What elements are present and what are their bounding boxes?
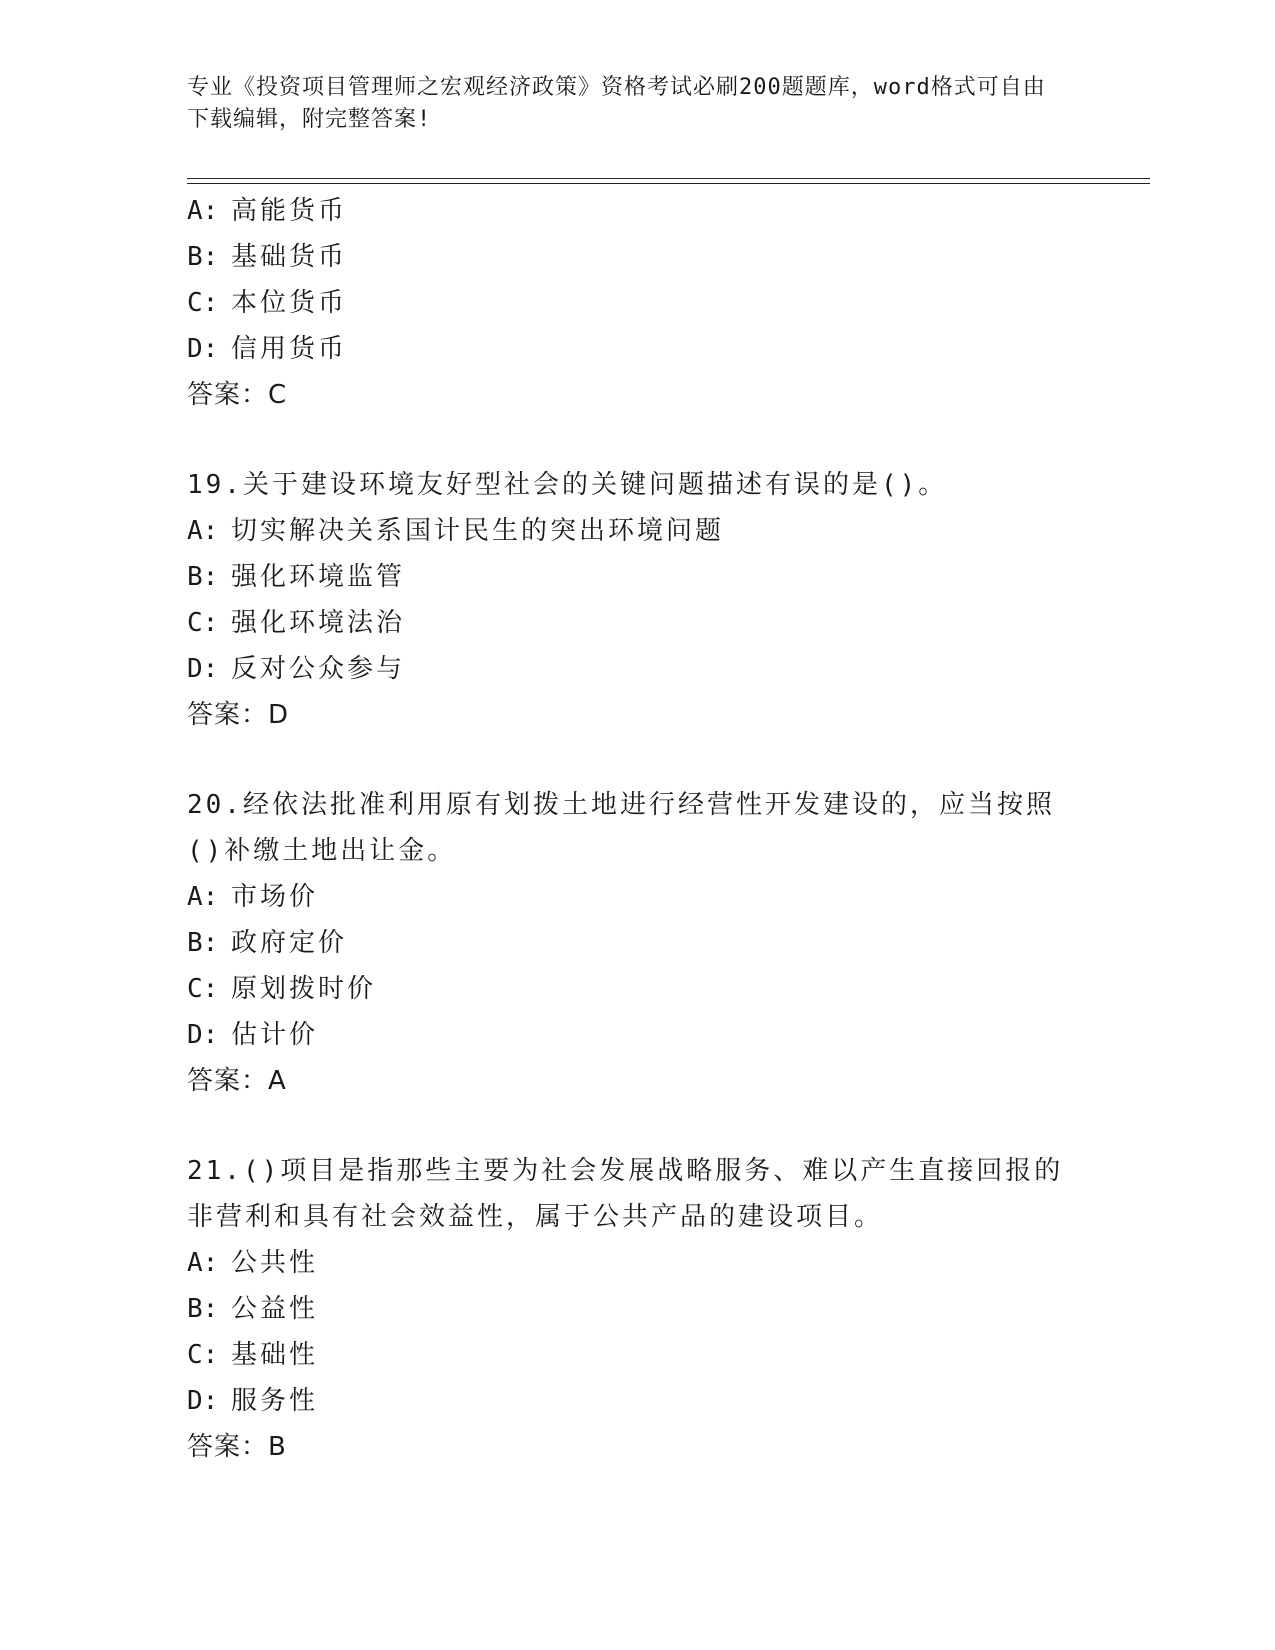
option-text: 反对公众参与 — [231, 654, 406, 684]
option-letter: B: — [187, 242, 219, 272]
option-text: 强化环境法治 — [231, 608, 406, 638]
option-letter: D: — [187, 1020, 219, 1050]
option-letter: C: — [187, 1340, 219, 1370]
option-letter: D: — [187, 1386, 219, 1416]
answer-line: 答案：A — [187, 1066, 287, 1096]
question-19 — [187, 462, 1087, 738]
option-text: 公共性 — [231, 1248, 319, 1278]
option-c — [187, 600, 1087, 646]
option-text: 高能货币 — [231, 196, 348, 226]
option-d — [187, 646, 1087, 692]
option-text: 原划拨时价 — [231, 974, 377, 1004]
spacer — [187, 1104, 1087, 1148]
option-b — [187, 234, 1087, 280]
option-a — [187, 188, 1087, 234]
spacer — [187, 418, 1087, 462]
option-text: 估计价 — [231, 1020, 319, 1050]
option-text: 服务性 — [231, 1386, 319, 1416]
option-d — [187, 326, 1087, 372]
option-c — [187, 966, 1087, 1012]
question-stem: 20.经依法批准利用原有划拨土地进行经营性开发建设的，应当按照()补缴土地出让金。 — [187, 790, 1055, 866]
answer-line: 答案：D — [187, 700, 290, 730]
option-text: 市场价 — [231, 882, 319, 912]
option-text: 信用货币 — [231, 334, 348, 364]
option-letter: B: — [187, 1294, 219, 1324]
header-rule-top — [187, 178, 1150, 179]
question-content — [187, 188, 1087, 1470]
option-letter: A: — [187, 516, 219, 546]
option-text: 公益性 — [231, 1294, 319, 1324]
option-a — [187, 508, 1087, 554]
option-letter: C: — [187, 288, 219, 318]
option-d — [187, 1012, 1087, 1058]
option-letter: A: — [187, 882, 219, 912]
option-letter: A: — [187, 1248, 219, 1278]
option-a — [187, 874, 1087, 920]
option-b — [187, 554, 1087, 600]
option-text: 基础性 — [231, 1340, 319, 1370]
question-stem: 19.关于建设环境友好型社会的关键问题描述有误的是()。 — [187, 470, 948, 500]
option-c — [187, 1332, 1087, 1378]
answer-line: 答案：C — [187, 380, 288, 410]
question-18-tail — [187, 188, 1087, 418]
option-letter: D: — [187, 654, 219, 684]
document-header: 专业《投资项目管理师之宏观经济政策》资格考试必刷200题题库，word格式可自由下载编辑，附完整答案! — [187, 75, 1046, 132]
option-text: 本位货币 — [231, 288, 348, 318]
option-c — [187, 280, 1087, 326]
option-text: 强化环境监管 — [231, 562, 406, 592]
option-text: 政府定价 — [231, 928, 348, 958]
option-letter: A: — [187, 196, 219, 226]
answer-line: 答案：B — [187, 1432, 287, 1462]
header-rule-bottom — [187, 183, 1150, 184]
option-text: 切实解决关系国计民生的突出环境问题 — [231, 516, 725, 546]
option-b — [187, 920, 1087, 966]
spacer — [187, 738, 1087, 782]
option-text: 基础货币 — [231, 242, 348, 272]
option-d — [187, 1378, 1087, 1424]
option-b — [187, 1286, 1087, 1332]
option-letter: C: — [187, 608, 219, 638]
option-letter: C: — [187, 974, 219, 1004]
question-20 — [187, 782, 1087, 1104]
option-letter: B: — [187, 562, 219, 592]
question-21 — [187, 1148, 1087, 1470]
option-letter: D: — [187, 334, 219, 364]
option-a — [187, 1240, 1087, 1286]
option-letter: B: — [187, 928, 219, 958]
question-stem: 21.()项目是指那些主要为社会发展战略服务、难以产生直接回报的非营利和具有社会效益性，属于公共产品的建设项目。 — [187, 1156, 1064, 1232]
